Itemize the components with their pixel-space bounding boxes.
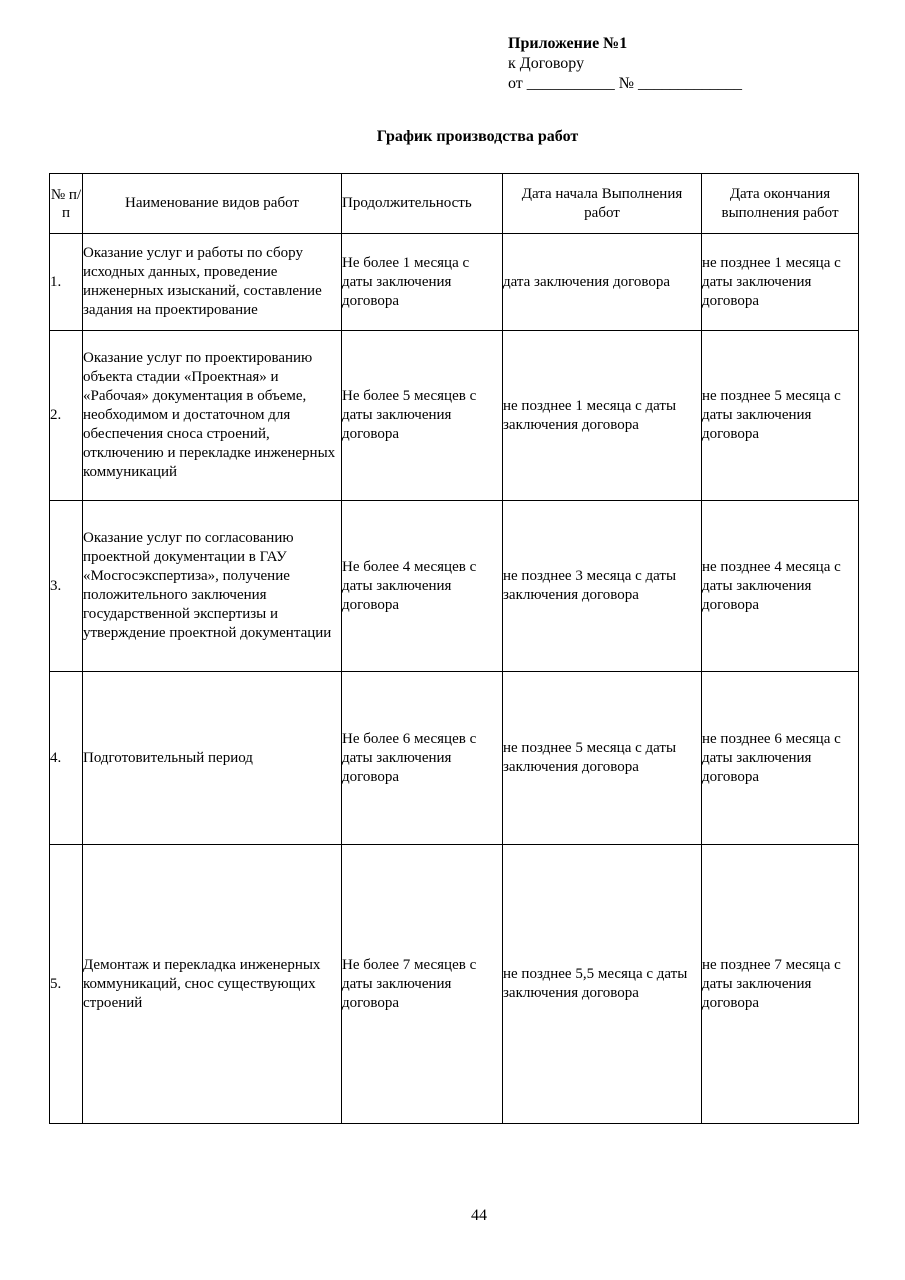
- row-end-date: не позднее 1 месяца с даты заключения договора: [702, 234, 859, 331]
- header-start-date: Дата начала Выполнения работ: [503, 174, 702, 234]
- row-start-date: не позднее 5 месяца с даты заключения договора: [503, 672, 702, 845]
- row-start-date: не позднее 3 месяца с даты заключения договора: [503, 501, 702, 672]
- row-start-date: не позднее 5,5 месяца с даты заключения договора: [503, 845, 702, 1124]
- row-number: 4.: [50, 672, 83, 845]
- work-schedule-table: [49, 173, 859, 1124]
- row-start-date: не позднее 1 месяца с даты заключения договора: [503, 331, 702, 501]
- row-work-name: Оказание услуг и работы по сбору исходных данных, проведение инженерных изысканий, составление задания на проектирование: [83, 234, 342, 331]
- row-duration: Не более 7 месяцев с даты заключения договора: [342, 845, 503, 1124]
- row-end-date: не позднее 7 месяца с даты заключения договора: [702, 845, 859, 1124]
- row-end-date: не позднее 6 месяца с даты заключения договора: [702, 672, 859, 845]
- row-work-name: Оказание услуг по проектированию объекта стадии «Проектная» и «Рабочая» документация в объеме, необходимом и достаточном для обеспечения сноса строений, отключению и перекладке инженерных коммуникаций: [83, 331, 342, 501]
- row-start-date: дата заключения договора: [503, 234, 702, 331]
- table-row: [50, 845, 859, 1124]
- header-work-name: Наименование видов работ: [83, 174, 342, 234]
- table-row: [50, 672, 859, 845]
- header-number: № п/ п: [50, 174, 83, 234]
- table-row: [50, 234, 859, 331]
- row-end-date: не позднее 4 месяца с даты заключения договора: [702, 501, 859, 672]
- row-number: 1.: [50, 234, 83, 331]
- table-row: [50, 501, 859, 672]
- page-number: 44: [471, 1207, 487, 1224]
- row-work-name: Демонтаж и перекладка инженерных коммуникаций, снос существующих строений: [83, 845, 342, 1124]
- appendix-contract-ref: к Договору: [508, 55, 585, 72]
- appendix-title: Приложение №1: [508, 35, 628, 52]
- header-duration: Продолжительность: [342, 174, 503, 234]
- header-end-date: Дата окончания выполнения работ: [702, 174, 859, 234]
- row-end-date: не позднее 5 месяца с даты заключения договора: [702, 331, 859, 501]
- row-work-name: Подготовительный период: [83, 672, 342, 845]
- row-number: 2.: [50, 331, 83, 501]
- table-header-row: [50, 174, 859, 234]
- row-duration: Не более 6 месяцев с даты заключения договора: [342, 672, 503, 845]
- row-number: 5.: [50, 845, 83, 1124]
- table-row: [50, 331, 859, 501]
- row-duration: Не более 5 месяцев с даты заключения договора: [342, 331, 503, 501]
- row-duration: Не более 1 месяца с даты заключения договора: [342, 234, 503, 331]
- row-work-name: Оказание услуг по согласованию проектной документации в ГАУ «Мосгосэкспертиза», получение положительного заключения государственной экспертизы и утверждение проектной документации: [83, 501, 342, 672]
- appendix-header: [508, 34, 742, 94]
- appendix-contract-date-number: от ___________ № _____________: [508, 75, 743, 92]
- row-duration: Не более 4 месяцев с даты заключения договора: [342, 501, 503, 672]
- document-title: График производства работ: [376, 128, 579, 145]
- row-number: 3.: [50, 501, 83, 672]
